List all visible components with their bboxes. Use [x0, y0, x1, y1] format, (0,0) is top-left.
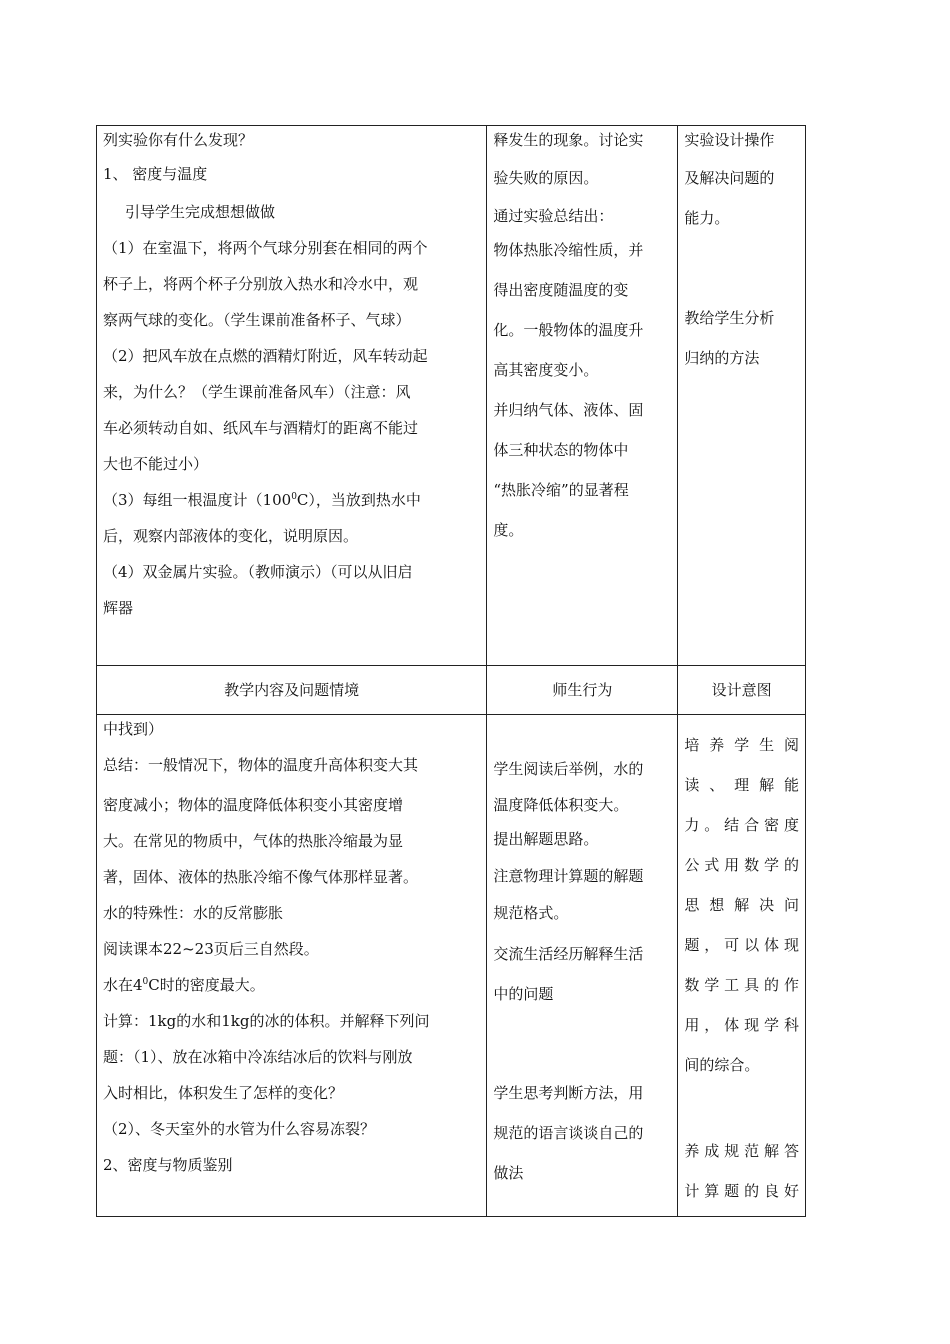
paragraph: 公式用数学的: [684, 856, 799, 874]
paragraph: 间的综合。: [684, 1056, 760, 1074]
paragraph: 著，固体、液体的热胀冷缩不像气体那样显著。: [103, 868, 419, 886]
header-row: [97, 666, 806, 715]
content-cell: [97, 715, 487, 1217]
paragraph: 化。一般物体的温度升: [493, 321, 644, 339]
paragraph: “热胀冷缩”的显著程: [493, 481, 629, 499]
actions-cell: [487, 715, 678, 1217]
paragraph: 通过实验总结出：: [493, 207, 614, 225]
paragraph: 物体热胀冷缩性质，并: [493, 241, 644, 259]
paragraph: 体三种状态的物体中: [493, 441, 629, 459]
paragraph: 数学工具的作: [684, 976, 799, 994]
paragraph: 得出密度随温度的变: [493, 281, 629, 299]
paragraph: 杯子上，将两个杯子分别放入热水和冷水中，观: [103, 275, 419, 293]
table-row: [97, 715, 806, 1217]
paragraph: 培养学生阅: [684, 736, 799, 754]
paragraph: 释发生的现象。讨论实: [493, 131, 644, 149]
paragraph: 后，观察内部液体的变化，说明原因。: [103, 527, 359, 545]
paragraph: 车必须转动自如、纸风车与酒精灯的距离不能过: [103, 419, 419, 437]
paragraph: 1、 密度与温度: [103, 165, 208, 183]
paragraph: 规范格式。: [493, 904, 569, 922]
paragraph: （1）在室温下，将两个气球分别套在相同的两个: [103, 239, 428, 257]
paragraph: 提出解题思路。: [493, 830, 599, 848]
header-intent: 设计意图: [678, 666, 806, 715]
paragraph: 中找到）: [103, 720, 164, 738]
lesson-plan-table: [96, 125, 806, 1217]
header-actions: 师生行为: [487, 666, 678, 715]
paragraph: 总结：一般情况下，物体的温度升高体积变大其: [103, 756, 419, 774]
paragraph: 列实验你有什么发现？: [103, 131, 254, 149]
paragraph: 入时相比，体积发生了怎样的变化？: [103, 1084, 344, 1102]
header-content: 教学内容及问题情境: [97, 666, 487, 715]
paragraph: 度。: [493, 521, 524, 539]
paragraph: 归纳的方法: [684, 349, 760, 367]
paragraph: 规范的语言谈谈自己的: [493, 1124, 644, 1142]
paragraph: 引导学生完成想想做做: [125, 203, 276, 221]
paragraph: 能力。: [684, 209, 730, 227]
table-row: [97, 126, 806, 666]
paragraph: 来，为什么？（学生课前准备风车）（注意：风: [103, 383, 411, 401]
paragraph: （2）、冬天室外的水管为什么容易冻裂？: [103, 1120, 376, 1138]
paragraph: 养成规范解答: [684, 1142, 799, 1160]
paragraph: 阅读课本22~23页后三自然段。: [103, 940, 319, 958]
paragraph: 注意物理计算题的解题: [493, 867, 644, 885]
paragraph: 做法: [493, 1164, 524, 1182]
paragraph: 力。结合密度: [684, 816, 799, 834]
paragraph: 高其密度变小。: [493, 361, 599, 379]
paragraph: 察两气球的变化。（学生课前准备杯子、气球）: [103, 311, 411, 329]
paragraph: 读、理解能: [684, 776, 799, 794]
paragraph: 计算：1kg的水和1kg的冰的体积。并解释下列问: [103, 1012, 430, 1030]
water-density-line: 水在$4^0C$时的密度最大。: [103, 976, 265, 994]
paragraph: 学生阅读后举例，水的: [493, 760, 644, 778]
paragraph: 思想解决问: [684, 896, 799, 914]
paragraph: 题，可以体现: [684, 936, 799, 954]
actions-cell: [487, 126, 678, 666]
paragraph: 中的问题: [493, 985, 554, 1003]
paragraph: 辉器: [103, 599, 134, 617]
paragraph: 用，体现学科: [684, 1016, 799, 1034]
paragraph: 验失败的原因。: [493, 169, 599, 187]
paragraph: 题：（1）、放在冰箱中冷冻结冰后的饮料与刚放: [103, 1048, 413, 1066]
intent-cell: [678, 715, 806, 1217]
paragraph: 密度减小；物体的温度降低体积变小其密度增: [103, 796, 404, 814]
paragraph: （2）把风车放在点燃的酒精灯附近，风车转动起: [103, 347, 428, 365]
content-cell: [97, 126, 487, 666]
intent-cell: [678, 126, 806, 666]
paragraph: 2、密度与物质鉴别: [103, 1156, 233, 1174]
paragraph: 温度降低体积变大。: [493, 796, 629, 814]
paragraph: 计算题的良好: [684, 1182, 799, 1200]
paragraph: 并归纳气体、液体、固: [493, 401, 644, 419]
paragraph: （4）双金属片实验。（教师演示）（可以从旧启: [103, 563, 413, 581]
paragraph: 学生思考判断方法，用: [493, 1084, 644, 1102]
paragraph: 及解决问题的: [684, 169, 775, 187]
thermometer-line: （3）每组一根温度计$(100^0C)$，当放到热水中: [103, 491, 421, 509]
paragraph: 大也不能过小）: [103, 455, 209, 473]
paragraph: 教给学生分析: [684, 309, 775, 327]
paragraph: 大。在常见的物质中，气体的热胀冷缩最为显: [103, 832, 404, 850]
paragraph: 交流生活经历解释生活: [493, 945, 644, 963]
paragraph: 实验设计操作: [684, 131, 775, 149]
paragraph: 水的特殊性：水的反常膨胀: [103, 904, 284, 922]
